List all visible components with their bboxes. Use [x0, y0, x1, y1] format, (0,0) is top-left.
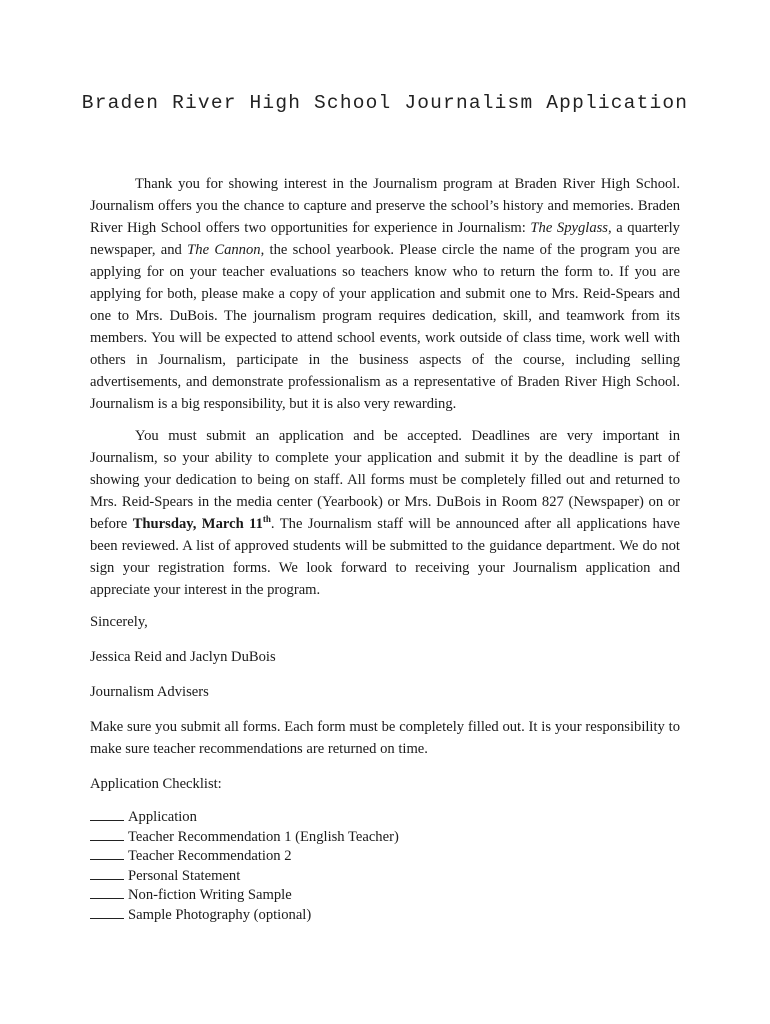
checklist-item	[90, 808, 680, 828]
checkbox-blank-line[interactable]	[90, 867, 124, 880]
checklist-item	[90, 867, 680, 887]
intro-paragraph	[90, 173, 680, 415]
checklist-item	[90, 847, 680, 867]
checklist-item-label: Application	[128, 809, 197, 825]
cannon-title: The Cannon	[187, 242, 261, 258]
letter-body	[90, 173, 680, 925]
submission-note: Make sure you submit all forms. Each form must be completely filled out. It is your responsibility to make sure teacher recommendations are returned on time.	[90, 719, 680, 757]
intro-text-a: Thank you for showing interest in the Journalism program at Braden River High School. Journalism offers you the chance to capture and preserve the school’s history and memories. Braden River High School offers two opportunities for experience in Journalism:	[90, 176, 680, 236]
checklist-item-label: Non-fiction Writing Sample	[128, 887, 292, 903]
page-title: Braden River High School Journalism Application	[81, 92, 689, 114]
signers: Jessica Reid and Jaclyn DuBois	[90, 649, 276, 665]
checklist-item-label: Teacher Recommendation 1 (English Teacher)	[128, 828, 399, 845]
checkbox-blank-line[interactable]	[90, 808, 124, 821]
deadline-text-a: You must submit an application and be accepted. Deadlines are very important in Journalism, so your ability to complete your application and submit it by the deadline is part of showing your dedication to being on staff. All forms must be completely filled out and returned to Mrs. Reid-Spears in the media center (Yearbook) or Mrs. DuBois in Room 827 (Newspaper) on or before	[90, 428, 680, 532]
checklist-item-label: Personal Statement	[128, 867, 241, 884]
deadline-text-b: . The Journalism staff will be announced after all applications have been reviewed. A list of approved students will be submitted to the guidance department. We do not sign your registration forms. We look forward to receiving your Journalism application and appreciate your interest in the program.	[90, 516, 681, 598]
checkbox-blank-line[interactable]	[90, 906, 124, 919]
checkbox-blank-line[interactable]	[90, 886, 124, 899]
intro-text-c: , the school yearbook. Please circle the name of the program you are applying for on your teacher evaluations so teachers know who to return the form to. If you are applying for both, please make a copy of your application and submit one to Mrs. Reid-Spears and one to Mrs. DuBois. The journalism program requires dedication, skill, and teamwork from its members. You will be expected to attend school events, work outside of class time, work well with others in Journalism, participate in the business aspects of the course, including selling advertisements, and demonstrate professionalism as a representative of Braden River High School. Journalism is a big responsibility, but it is also very rewarding.	[90, 242, 680, 412]
checkbox-blank-line[interactable]	[90, 828, 124, 841]
checklist-item-label: Teacher Recommendation 2	[128, 848, 292, 864]
signer-role: Journalism Advisers	[90, 684, 209, 700]
checkbox-blank-line[interactable]	[90, 847, 124, 860]
deadline-date-suffix: th	[262, 514, 271, 525]
application-checklist	[90, 808, 680, 925]
spyglass-title: The Spyglass	[530, 220, 608, 236]
deadline-date: Thursday, March 11	[132, 516, 263, 532]
checklist-item	[90, 886, 680, 906]
checklist-item	[90, 828, 680, 848]
deadline-paragraph	[90, 425, 680, 601]
intro-text-b: , a quarterly newspaper, and	[90, 220, 680, 258]
checklist-item-label: Sample Photography (optional)	[128, 906, 312, 923]
checklist-item	[90, 906, 680, 926]
checklist-heading: Application Checklist:	[90, 776, 222, 792]
closing: Sincerely,	[90, 614, 148, 630]
